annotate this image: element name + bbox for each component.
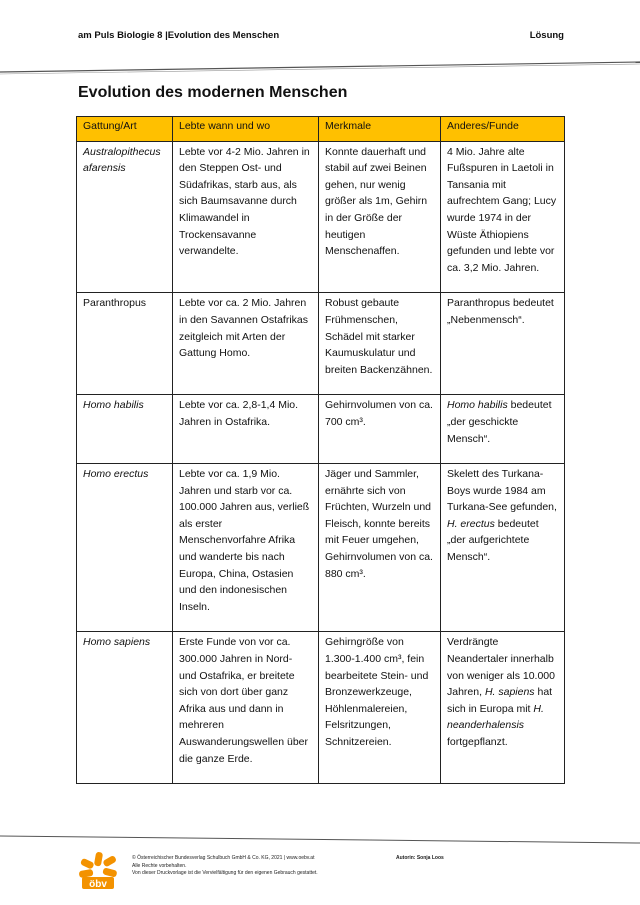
species-italic: H. erectus: [447, 517, 495, 530]
table-row: [77, 141, 565, 293]
species-italic: H. sapiens: [484, 686, 535, 699]
species-cell: Australopithecus afarensis: [77, 141, 173, 293]
table-header-row: [77, 117, 565, 142]
table-row: [77, 464, 565, 632]
header-left: am Puls Biologie 8 |Evolution des Menschen: [78, 30, 280, 41]
table-row: [77, 395, 565, 464]
when-cell: Lebte vor ca. 2 Mio. Jahren in den Savannen Ostafrikas zeitgleich mit Arten der Gattung Homo.: [173, 293, 319, 395]
traits-cell: Robust gebaute Frühmenschen, Schädel mit starker Kaumuskulatur und breiten Backenzähnen.: [319, 293, 441, 395]
page-header: [78, 30, 564, 41]
header-swoosh: [0, 50, 640, 80]
other-cell: Verdrängte Neandertaler innerhalb von weniger als 10.000 Jahren, H. sapiens hat sich in Europa mit H. neanderhalensis fortgepflanzt.: [441, 632, 565, 784]
when-cell: Lebte vor ca. 2,8-1,4 Mio. Jahren in Ostafrika.: [173, 395, 319, 464]
footer-copyright: © Österreichischer Bundesverlag Schulbuch GmbH & Co. KG, 2021 | www.oebv.at Alle Rechte vorbehalten. Von dieser Druckvorlage ist die Vervielfältigung für den eigenen Gebrauch gestattet.: [132, 855, 318, 876]
species-italic: H. neanderhalensis: [447, 702, 544, 732]
other-cell: Homo habilis bedeutet „der geschickte Mensch“.: [441, 395, 565, 464]
other-cell: Skelett des Turkana-Boys wurde 1984 am Turkana-See gefunden, H. erectus bedeutet „der aufgerichtete Mensch“.: [441, 464, 565, 632]
when-cell: Lebte vor 4-2 Mio. Jahren in den Steppen Ost- und Südafrikas, starb aus, als sich Baumsavanne durch Klimawandel in Trockensavanne verwandelte.: [173, 141, 319, 293]
traits-cell: Gehirngröße von 1.300-1.400 cm³, fein bearbeitete Stein- und Bronzewerkzeuge, Höhlenmalereien, Felsritzungen, Schnitzereien.: [319, 632, 441, 784]
oebv-logo: [76, 850, 120, 894]
header-right: Lösung: [529, 30, 564, 41]
column-header: Lebte wann und wo: [173, 117, 319, 142]
footer-swoosh: [0, 833, 640, 847]
other-cell: 4 Mio. Jahre alte Fußspuren in Laetoli in Tansania mit aufrechtem Gang; Lucy wurde 1974 in der Wüste Äthiopiens gefunden und lebte vor ca. 3,2 Mio. Jahren.: [441, 141, 565, 293]
species-cell: Paranthropus: [77, 293, 173, 395]
logo-text: öbv: [89, 879, 107, 890]
column-header: Merkmale: [319, 117, 441, 142]
species-italic: Homo habilis: [447, 399, 508, 412]
when-cell: Erste Funde von vor ca. 300.000 Jahren in Nord- und Ostafrika, er breitete sich von dort über ganz Afrika aus und dann in mehreren Auswanderungswellen über die ganze Erde.: [173, 632, 319, 784]
column-header: Anderes/Funde: [441, 117, 565, 142]
footer-author: Autorin: Sonja Loos: [396, 855, 444, 861]
traits-cell: Jäger und Sammler, ernährte sich von Früchten, Wurzeln und Fleisch, konnte bereits mit Feuer umgehen, Gehirnvolumen von ca. 880 cm³.: [319, 464, 441, 632]
species-cell: Homo habilis: [77, 395, 173, 464]
traits-cell: Gehirnvolumen von ca. 700 cm³.: [319, 395, 441, 464]
column-header: Gattung/Art: [77, 117, 173, 142]
when-cell: Lebte vor ca. 1,9 Mio. Jahren und starb vor ca. 100.000 Jahren aus, verließ als erster Menschenvorfahre Afrika und wanderte bis nach Europa, China, Ostasien und den indonesischen Inseln.: [173, 464, 319, 632]
table-row: [77, 632, 565, 784]
page-title: Evolution des modernen Menschen: [78, 84, 348, 101]
table-row: [77, 293, 565, 395]
traits-cell: Konnte dauerhaft und stabil auf zwei Beinen gehen, nur wenig größer als 1m, Gehirn in der Größe der heutigen Menschenaffen.: [319, 141, 441, 293]
species-cell: Homo sapiens: [77, 632, 173, 784]
other-cell: Paranthropus bedeutet „Nebenmensch“.: [441, 293, 565, 395]
species-cell: Homo erectus: [77, 464, 173, 632]
evolution-table: [76, 116, 565, 784]
